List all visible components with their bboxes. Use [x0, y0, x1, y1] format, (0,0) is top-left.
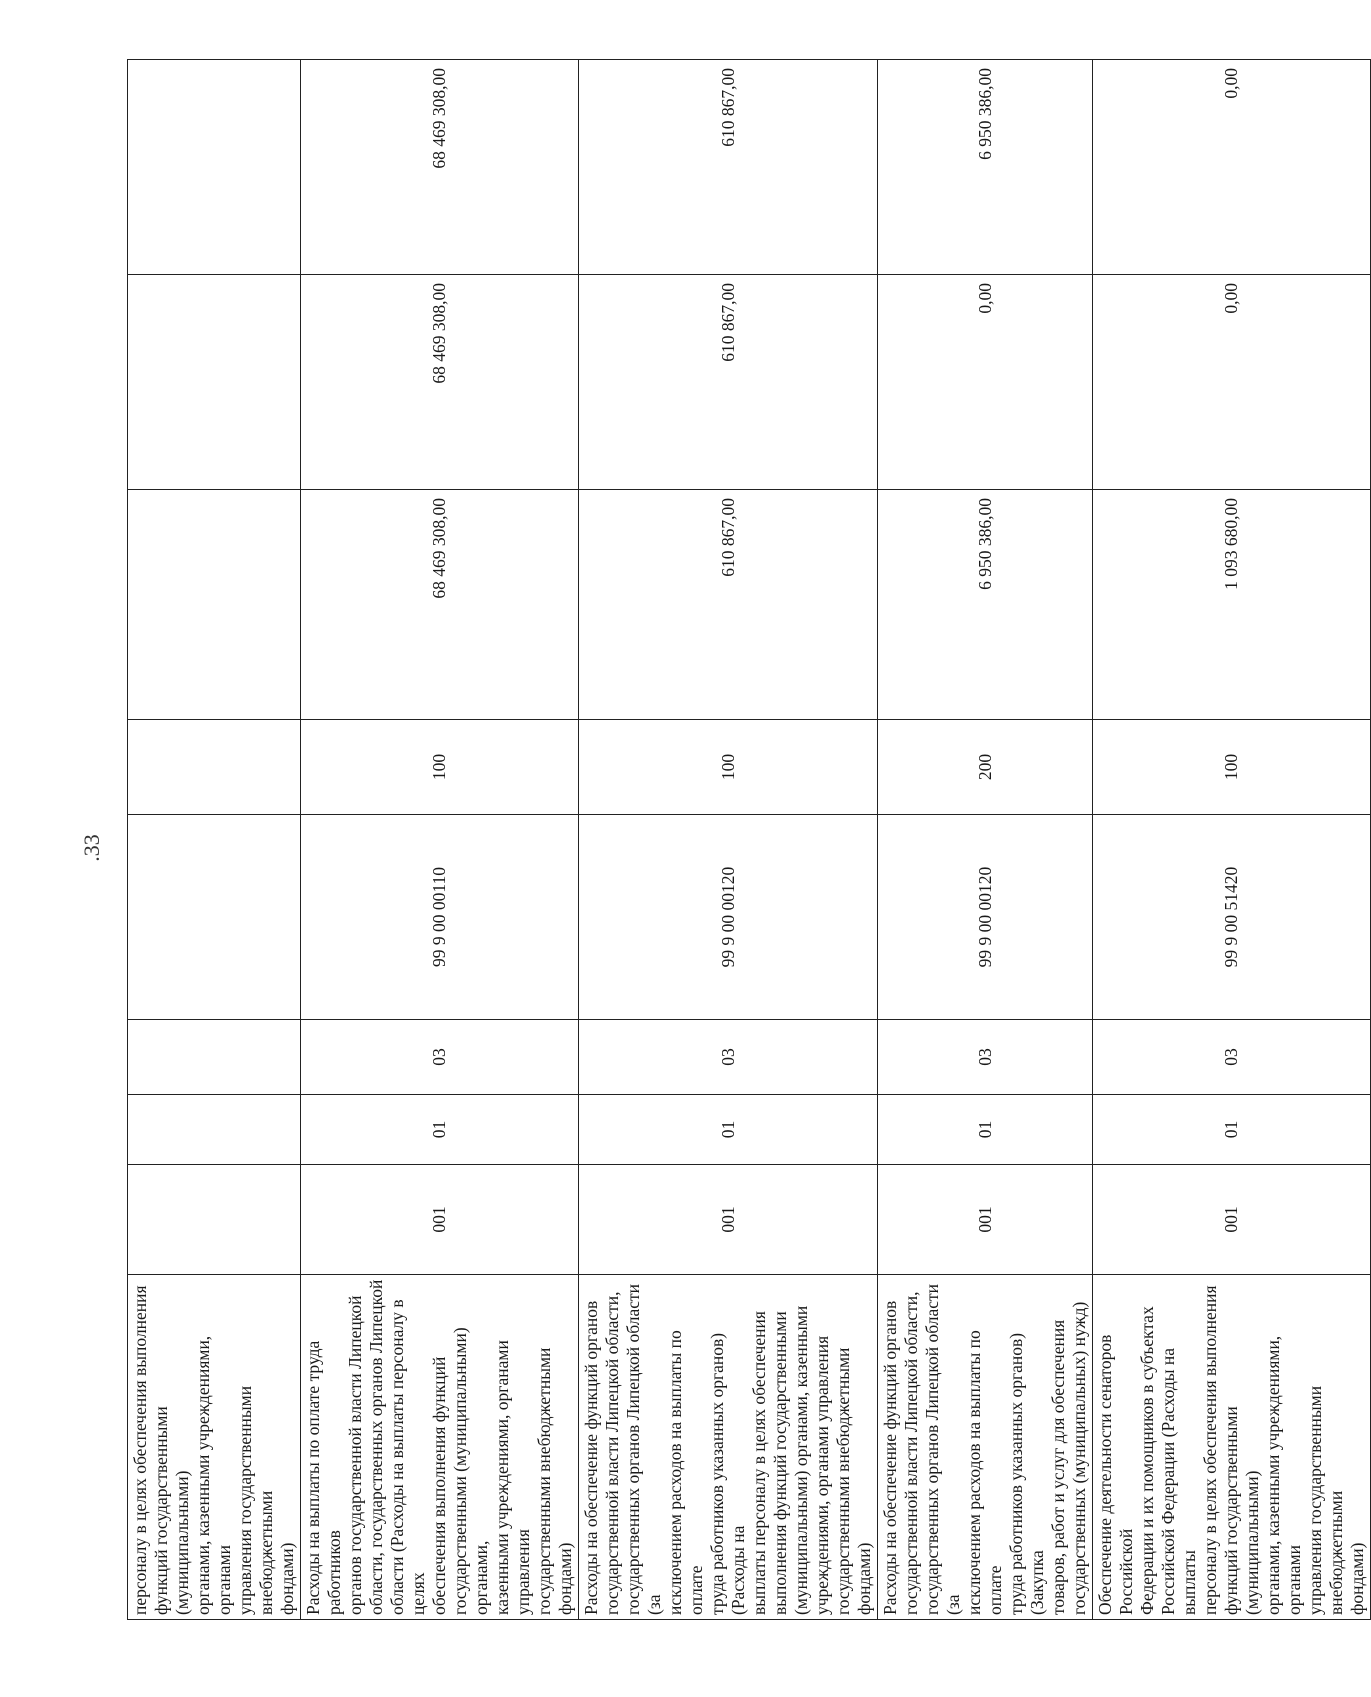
rz-cell: 01: [579, 1095, 878, 1165]
description-cell: [301, 1275, 579, 1620]
budget-table: [127, 59, 1371, 1620]
description-line: управления государственными внебюджетными: [1305, 1385, 1346, 1615]
description-line: труда работников указанных органов) (Расходы на: [707, 1332, 748, 1615]
description-line: функций государственными (муниципальными): [1221, 1406, 1262, 1615]
csr-cell: 99 9 00 51420: [1093, 815, 1371, 1020]
description-cell: [1093, 1275, 1371, 1620]
table-row: [301, 60, 579, 1620]
description-line: органами, казенными учреждениями, органами: [193, 1335, 234, 1615]
description-line: исключением расходов на выплаты по оплате: [665, 1330, 706, 1615]
csr-cell: 99 9 00 00120: [878, 815, 1093, 1020]
description-line: фондами): [1347, 1542, 1367, 1615]
table-row: [128, 60, 301, 1620]
description-line: государственных органов Липецкой области (за: [623, 1283, 664, 1615]
description-line: государственными (муниципальными) органами,: [450, 1327, 491, 1615]
description-line: Федерации и их помощников в субъектах: [1137, 1306, 1157, 1615]
description-line: Расходы на обеспечение функций органов: [581, 1300, 601, 1615]
description-line: выполнения функций государственными: [770, 1311, 790, 1615]
vr-cell: [128, 720, 301, 815]
vr-cell: 200: [878, 720, 1093, 815]
description-line: Расходы на обеспечение функций органов: [880, 1300, 900, 1615]
amount-cell-2: 68 469 308,00: [301, 275, 579, 490]
description-line: фондами): [277, 1542, 297, 1615]
description-line: области, государственных органов Липецкой: [366, 1279, 386, 1615]
description-line: государственными внебюджетными фондами): [534, 1347, 575, 1615]
amount-cell-1: 610 867,00: [579, 490, 878, 720]
description-line: государственных органов Липецкой области (за: [922, 1283, 963, 1615]
gr-cell: 001: [1093, 1165, 1371, 1275]
description-line: государственной власти Липецкой области,: [901, 1291, 921, 1615]
description-line: Расходы на выплаты по оплате труда работников: [303, 1340, 344, 1615]
amount-cell-3: 6 950 386,00: [878, 60, 1093, 275]
csr-cell: [128, 815, 301, 1020]
amount-cell-3: 610 867,00: [579, 60, 878, 275]
table-row: [579, 60, 878, 1620]
description-line: выплаты персоналу в целях обеспечения: [749, 1311, 769, 1615]
page-number: .33: [78, 834, 104, 862]
description-line: государственной власти Липецкой области,: [602, 1291, 622, 1615]
description-cell: [878, 1275, 1093, 1620]
pr-cell: 03: [1093, 1020, 1371, 1095]
amount-cell-3: [128, 60, 301, 275]
rotated-table-container: [127, 60, 1367, 1620]
amount-cell-1: 68 469 308,00: [301, 490, 579, 720]
pr-cell: 03: [878, 1020, 1093, 1095]
description-line: управления государственными внебюджетными: [235, 1385, 276, 1615]
csr-cell: 99 9 00 00110: [301, 815, 579, 1020]
description-line: казенными учреждениями, органами управления: [492, 1340, 533, 1615]
gr-cell: [128, 1165, 301, 1275]
pr-cell: 03: [301, 1020, 579, 1095]
description-line: функций государственными (муниципальными): [151, 1406, 192, 1615]
pr-cell: 03: [579, 1020, 878, 1095]
amount-cell-2: [128, 275, 301, 490]
table-row: [878, 60, 1093, 1620]
pr-cell: [128, 1020, 301, 1095]
amount-cell-2: 0,00: [1093, 275, 1371, 490]
rz-cell: 01: [301, 1095, 579, 1165]
description-line: труда работников указанных органов) (Закупка: [1006, 1332, 1047, 1615]
table-row: [1093, 60, 1371, 1620]
description-line: товаров, работ и услуг для обеспечения: [1048, 1319, 1068, 1615]
amount-cell-1: 6 950 386,00: [878, 490, 1093, 720]
description-line: учреждениями, органами управления: [812, 1335, 832, 1615]
description-cell: [579, 1275, 878, 1620]
csr-cell: 99 9 00 00120: [579, 815, 878, 1020]
rz-cell: 01: [878, 1095, 1093, 1165]
amount-cell-1: 1 093 680,00: [1093, 490, 1371, 720]
description-line: обеспечения выполнения функций: [429, 1356, 449, 1615]
vr-cell: 100: [301, 720, 579, 815]
description-line: персоналу в целях обеспечения выполнения: [1200, 1285, 1220, 1615]
description-line: персоналу в целях обеспечения выполнения: [130, 1285, 150, 1615]
rz-cell: 01: [1093, 1095, 1371, 1165]
description-line: области (Расходы на выплаты персоналу в целях: [387, 1299, 428, 1615]
amount-cell-3: 68 469 308,00: [301, 60, 579, 275]
description-line: Обеспечение деятельности сенаторов Российской: [1095, 1334, 1136, 1615]
amount-cell-1: [128, 490, 301, 720]
description-line: органами, казенными учреждениями, органами: [1263, 1335, 1304, 1615]
amount-cell-2: 0,00: [878, 275, 1093, 490]
description-line: государственных (муниципальных) нужд): [1069, 1301, 1089, 1615]
description-line: органов государственной власти Липецкой: [345, 1295, 365, 1615]
vr-cell: 100: [1093, 720, 1371, 815]
gr-cell: 001: [301, 1165, 579, 1275]
gr-cell: 001: [878, 1165, 1093, 1275]
gr-cell: 001: [579, 1165, 878, 1275]
description-line: Российской Федерации (Расходы на выплаты: [1158, 1347, 1199, 1615]
description-line: (муниципальными) органами, казенными: [791, 1305, 811, 1615]
description-cell: [128, 1275, 301, 1620]
description-line: государственными внебюджетными фондами): [833, 1347, 874, 1615]
amount-cell-2: 610 867,00: [579, 275, 878, 490]
amount-cell-3: 0,00: [1093, 60, 1371, 275]
vr-cell: 100: [579, 720, 878, 815]
description-line: исключением расходов на выплаты по оплате: [964, 1330, 1005, 1615]
rz-cell: [128, 1095, 301, 1165]
